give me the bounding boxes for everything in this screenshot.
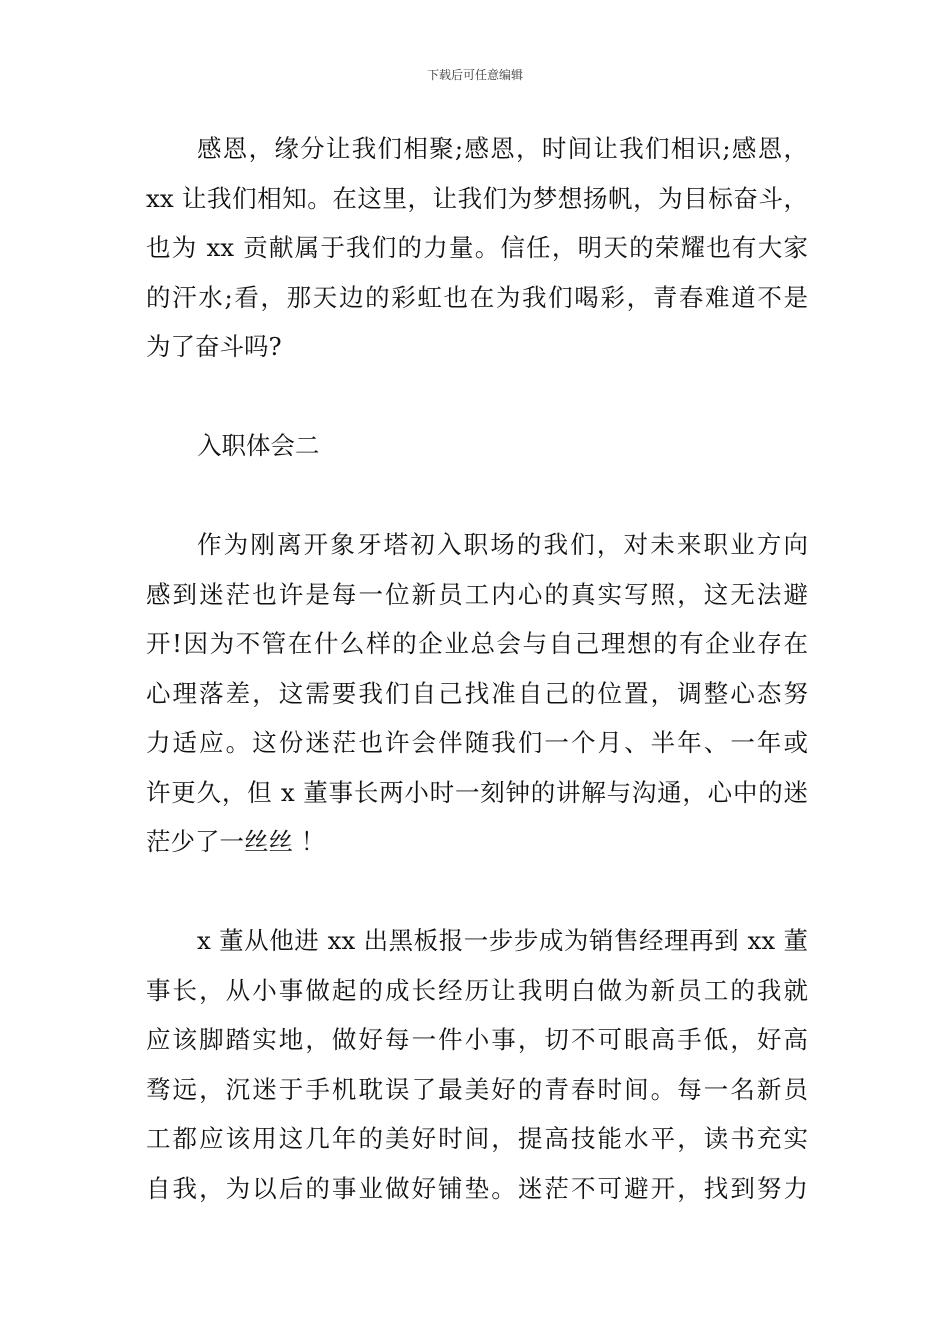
paragraph-line: 事长，从小事做起的成长经历让我明白做为新员工的我就 [146,975,808,1005]
paragraph-line: 的汗水;看，那天边的彩虹也在为我们喝彩，青春难道不是 [146,282,808,312]
paragraph-line: 也为 xx 贡献属于我们的力量。信任，明天的荣耀也有大家 [146,233,808,262]
paragraph-spacer [146,372,808,422]
paragraph-line: 工都应该用这几年的美好时间，提高技能水平，读书充实 [146,1124,808,1153]
paragraph-line: 心理落差，这需要我们自己找准自己的位置，调整心态努 [146,678,808,708]
paragraph-line: xx 让我们相知。在这里，让我们为梦想扬帆，为目标奋斗， [146,183,808,213]
paragraph-chairman-story [146,916,808,1213]
document-body [146,124,808,1213]
paragraph-spacer [146,471,808,521]
paragraph-line: 开!因为不管在什么样的企业总会与自己理想的有企业存在 [146,629,808,658]
paragraph-gratitude [146,124,808,372]
paragraph-line: 感到迷茫也许是每一位新员工内心的真实写照，这无法避 [146,579,808,609]
page-header-note: 下载后可任意编辑 [426,68,523,82]
paragraph-line: x 董从他进 xx 出黑板报一步步成为销售经理再到 xx 董 [197,926,808,955]
paragraph-line: 感恩，缘分让我们相聚;感恩，时间让我们相识;感恩， [197,134,808,163]
paragraph-line: 许更久，但 x 董事长两小时一刻钟的讲解与沟通，心中的迷 [146,777,808,807]
paragraph-line: 为了奋斗吗? [146,332,282,361]
paragraph-line: 茫少了一丝丝 ！ [146,827,326,856]
paragraph-line: 作为刚离开象牙塔初入职场的我们，对未来职业方向 [197,530,808,559]
section-heading: 入职体会二 [197,431,320,460]
paragraph-spacer [146,867,808,917]
paragraph-line: 自我，为以后的事业做好铺垫。迷茫不可避开，找到努力 [146,1173,808,1203]
paragraph-line: 力适应。这份迷茫也许会伴随我们一个月、半年、一年或 [146,728,808,757]
paragraph-line: 应该脚踏实地，做好每一件小事，切不可眼高手低，好高 [146,1025,808,1054]
paragraph-line: 骛远，沉迷于手机耽误了最美好的青春时间。每一名新员 [146,1074,808,1104]
paragraph-confusion [146,520,808,867]
